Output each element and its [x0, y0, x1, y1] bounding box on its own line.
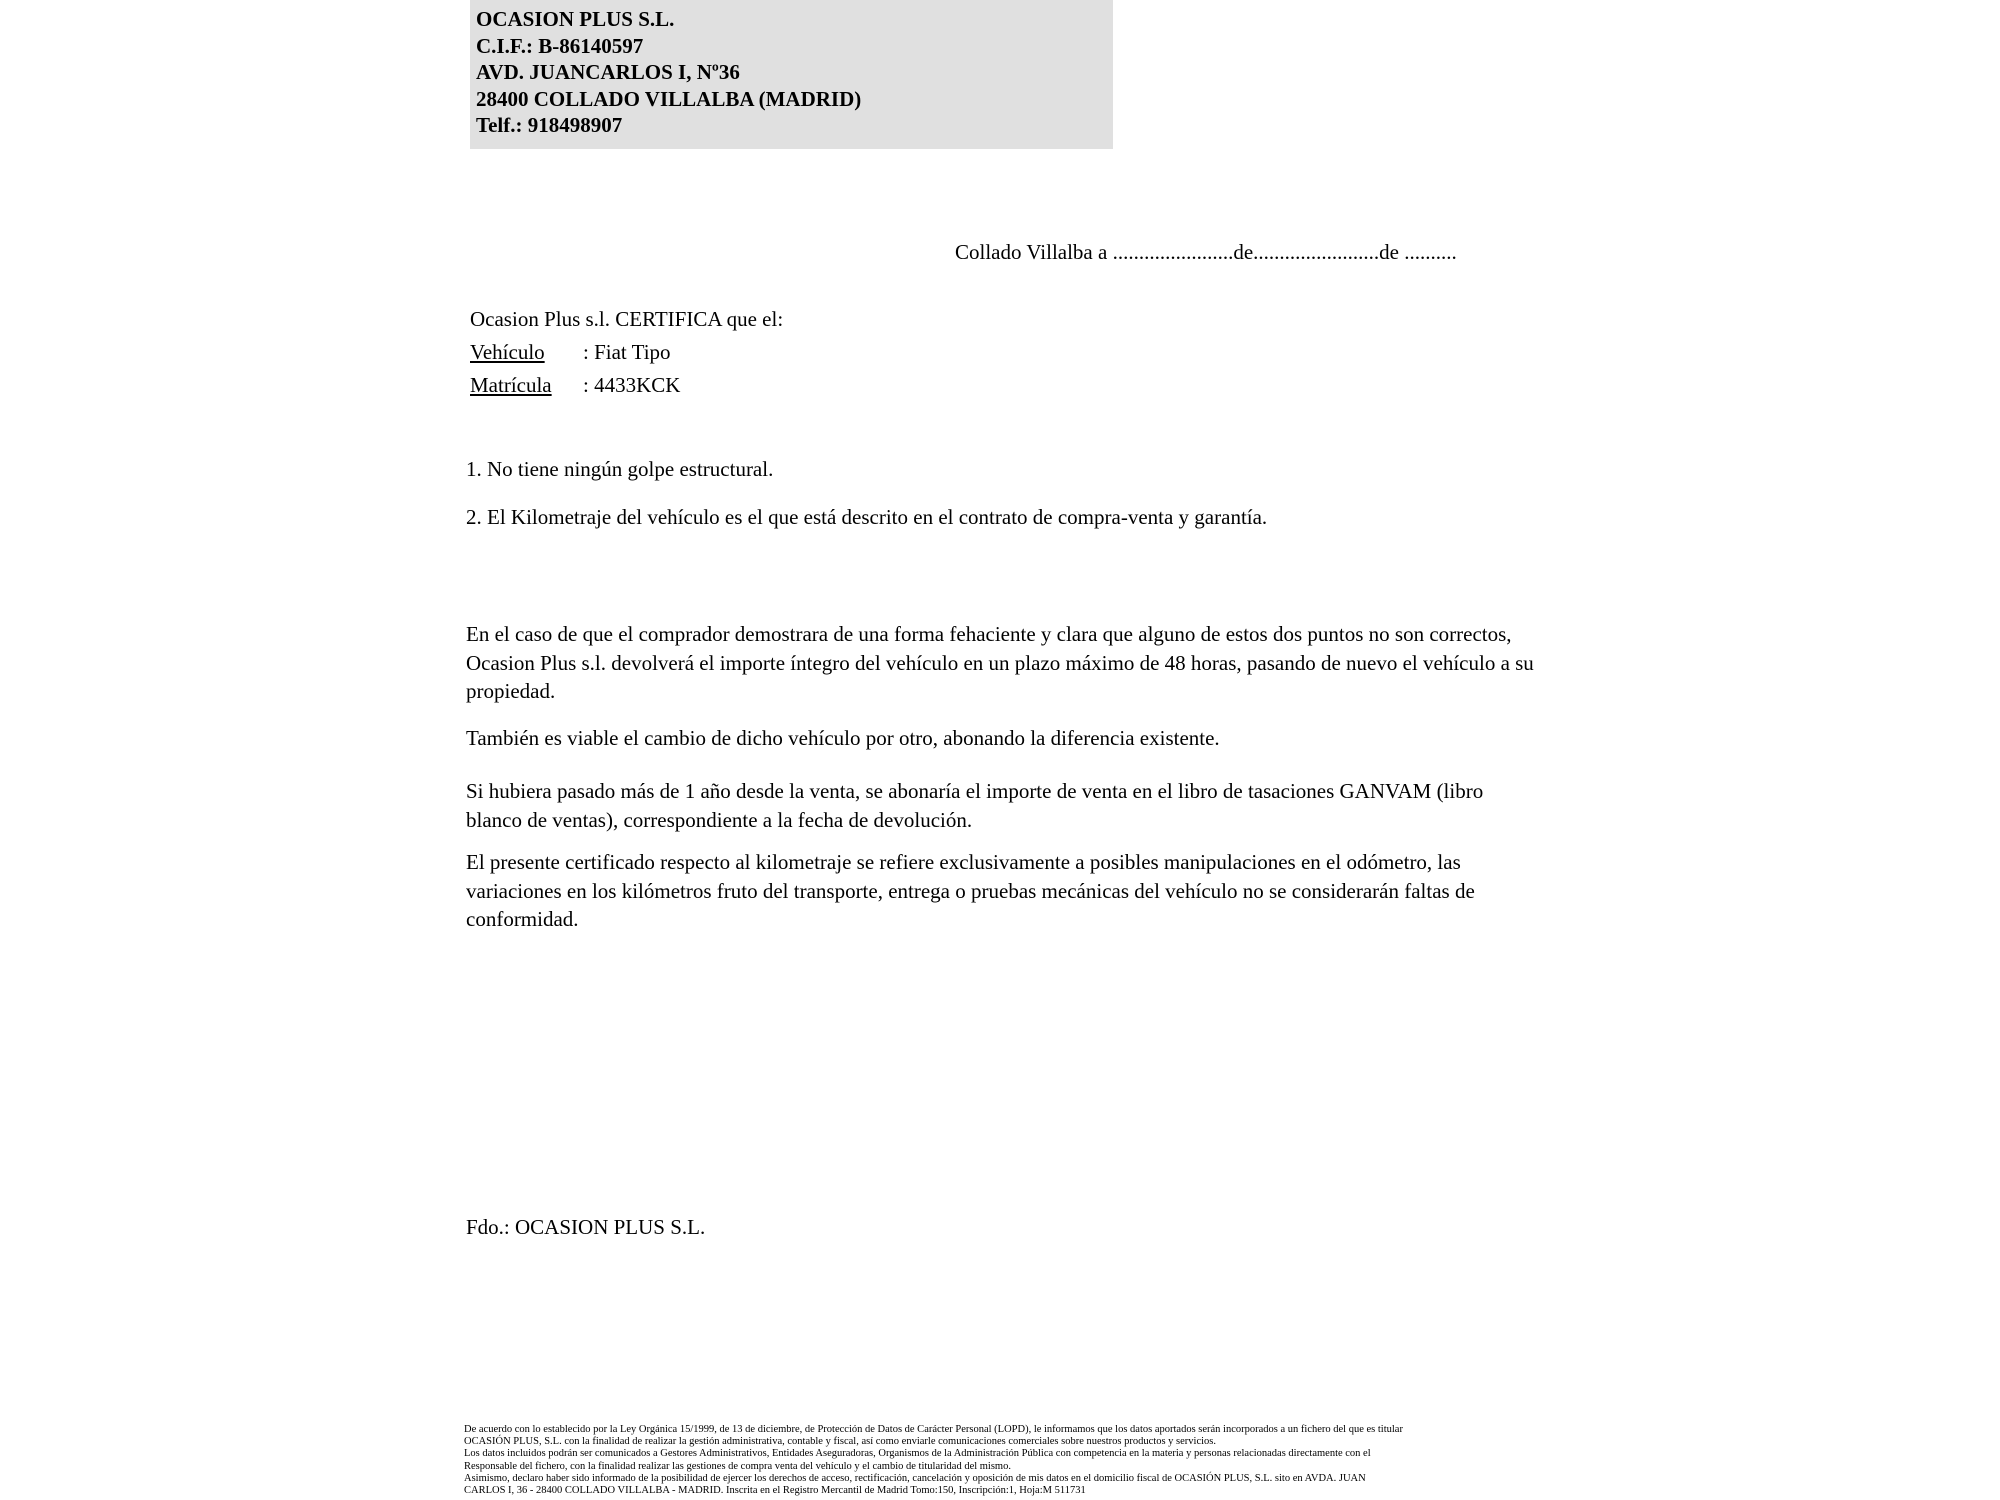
point-2: 2. El Kilometraje del vehículo es el que está descrito en el contrato de compra-venta y garantía. [466, 505, 1268, 529]
plate-value: : 4433KCK [583, 373, 681, 397]
legal-line-5: Asimismo, declaro haber sido informado de la posibilidad de ejercer los derechos de acceso, rectificación, cancelación y oposición de mis datos en el domicilio fiscal de OCASIÓN PLUS, S.L. sito en AVDA. JUAN [464, 1472, 1366, 1484]
plate-label: Matrícula [470, 373, 552, 397]
company-name: OCASION PLUS S.L. [476, 7, 675, 31]
legal-line-4: Responsable del fichero, con la finalidad realizar las gestiones de compra venta del vehículo y el cambio de titularidad del mismo. [464, 1460, 1011, 1472]
plate-row [470, 369, 783, 402]
company-phone: Telf.: 918498907 [476, 113, 623, 137]
company-city: 28400 COLLADO VILLALBA (MADRID) [476, 86, 862, 111]
certification-intro: Ocasion Plus s.l. CERTIFICA que el: [470, 307, 784, 331]
paragraph-odometer: El presente certificado respecto al kilometraje se refiere exclusivamente a posibles manipulaciones en el odómetro, las variaciones en los kilómetros fruto del transporte, entrega o pruebas mecánicas del vehículo no se considerarán faltas de conformidad. [466, 850, 1475, 931]
company-street: AVD. JUANCARLOS I, Nº36 [476, 60, 740, 84]
vehicle-label: Vehículo [470, 340, 545, 364]
paragraph-ganvam: Si hubiera pasado más de 1 año desde la venta, se abonaría el importe de venta en el libro de tasaciones GANVAM (libro blanco de ventas), correspondiente a la fecha de devolución. [466, 779, 1484, 832]
legal-line-3: Los datos incluidos podrán ser comunicados a Gestores Administrativos, Entidades Aseguradoras, Organismos de la Administración Pública con competencia en la materia y personas relacionadas directamente con el [464, 1448, 1371, 1460]
paragraph-exchange: También es viable el cambio de dicho vehículo por otro, abonando la diferencia existente. [466, 726, 1220, 750]
certification-block [470, 303, 783, 402]
point-1: 1. No tiene ningún golpe estructural. [466, 457, 774, 481]
date-line: Collado Villalba a .......................de........................de .......... [955, 240, 1457, 264]
legal-footer [464, 1424, 1564, 1497]
legal-line-6: CARLOS I, 36 - 28400 COLLADO VILLALBA - MADRID. Inscrita en el Registro Mercantil de Madrid Tomo:150, Inscripción:1, Hoja:M 511731 [464, 1485, 1086, 1497]
vehicle-value: : Fiat Tipo [583, 340, 671, 364]
signature-line: Fdo.: OCASION PLUS S.L. [466, 1215, 706, 1239]
vehicle-row [470, 336, 783, 369]
legal-line-1: De acuerdo con lo establecido por la Ley Orgánica 15/1999, de 13 de diciembre, de Protección de Datos de Carácter Personal (LOPD), le informamos que los datos aportados serán incorporados a un fichero del que es titular [464, 1424, 1403, 1435]
paragraph-refund: En el caso de que el comprador demostrara de una forma fehaciente y clara que alguno de estos dos puntos no son correctos, Ocasion Plus s.l. devolverá el importe íntegro del vehículo en un plazo máximo de 48 horas, pasando de nuevo el vehículo a su propiedad. [466, 622, 1534, 703]
letterhead-block [470, 0, 1113, 149]
company-cif: C.I.F.: B-86140597 [476, 33, 644, 58]
legal-line-2: OCASIÓN PLUS, S.L. con la finalidad de realizar la gestión administrativa, contable y fiscal, así como enviarle comunicaciones comerciales sobre nuestros productos y servicios. [464, 1436, 1216, 1448]
